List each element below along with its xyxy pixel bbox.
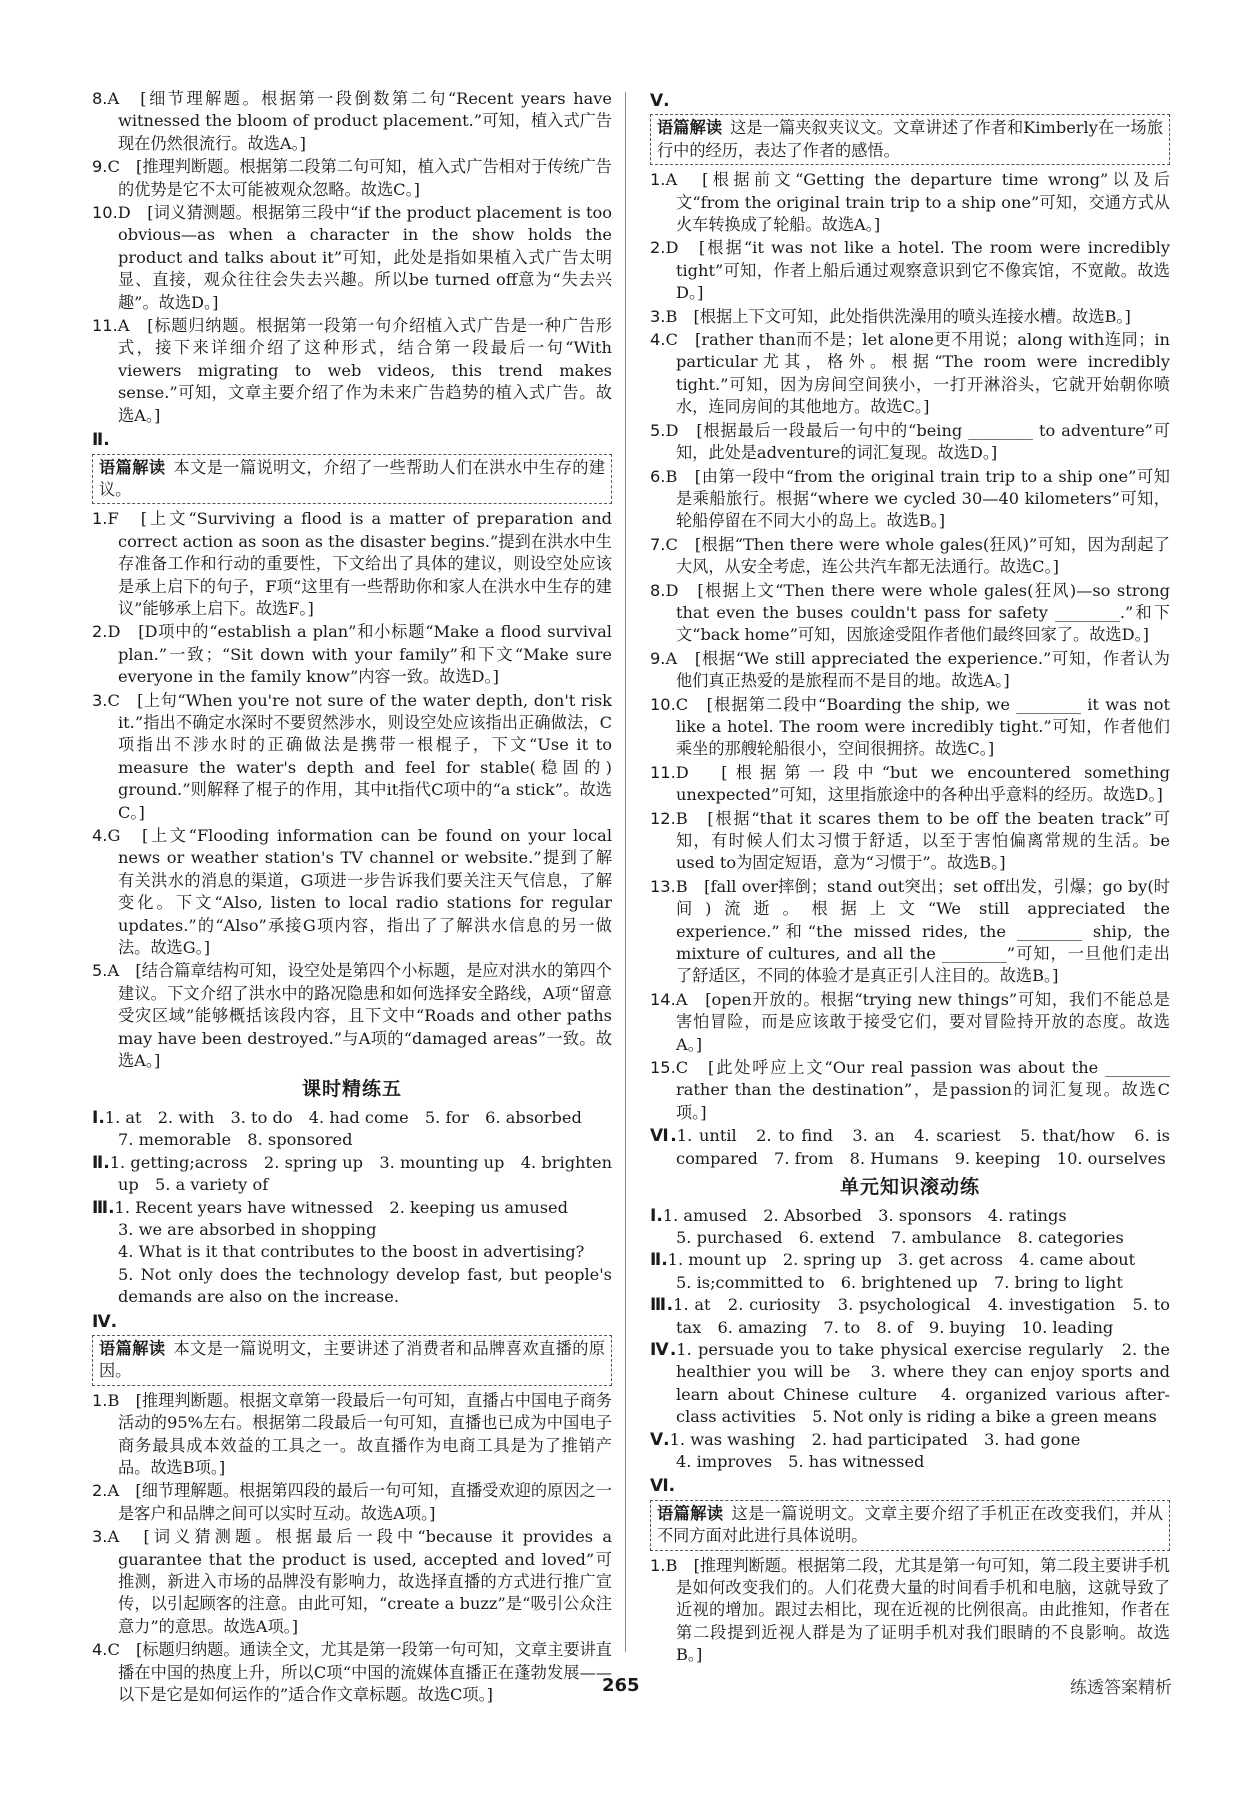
answer-line-text: 7. memorable 8. sponsored	[118, 1130, 353, 1150]
answer-number: 2.	[92, 622, 108, 642]
passage-note-box	[92, 454, 612, 505]
answer-item	[92, 1639, 612, 1706]
answer-item	[92, 621, 612, 688]
answer-text: A [词义猜测题。根据最后一段中“because it provides a guarantee that the product is used, accepted and loved”可推测，新进入市场的品牌没有影响力，故选择直播的方式进行推广宣传，以引起顾客的注意。由此可知，“create a buzz”是“吸引公众注意力”的意思。故选A项。]	[107, 1527, 612, 1636]
answer-line	[650, 1272, 1170, 1294]
answer-number: 14.	[650, 989, 676, 1009]
answer-text: A [open开放的。根据“trying new things”可知，我们不能总是害怕冒险，而是应该敢于接受它们，要对冒险持开放的态度。故选A。]	[675, 989, 1170, 1054]
passage-note-text: 本文是一篇说明文，主要讲述了消费者和品牌喜欢直播的原因。	[99, 1338, 606, 1381]
answer-text: B [根据“that it scares them to be off the beaten track”可知，有时候人们太习惯于舒适，以至于害怕偏离常规的生活。be used to为固定短语，意为“习惯于”。故选B。]	[675, 808, 1170, 873]
reading-answers-part1	[92, 88, 612, 427]
answer-line-text: 1. was washing 2. had participated 3. had gone	[669, 1429, 1081, 1449]
answer-item	[650, 466, 1170, 533]
footer-title: 练透答案精析	[1070, 1678, 1172, 1698]
answer-number: 1.	[92, 509, 108, 529]
answer-item	[92, 960, 612, 1072]
answer-line-text: 5. Not only does the technology develop fast, but people's demands are also on the increase.	[118, 1264, 612, 1307]
answer-line	[92, 1264, 612, 1309]
answer-line-text: 1. at 2. curiosity 3. psychological 4. investigation 5. to tax 6. amazing 7. to 8. of 9. buying 10. leading	[673, 1295, 1171, 1337]
answer-line	[650, 1125, 1170, 1170]
answer-text: B [根据上下文可知，此处指供洗澡用的喷头连接水槽。故选B。]	[665, 306, 1131, 326]
passage-note-label: 语篇解读	[657, 1503, 724, 1523]
answer-number: 5.	[650, 420, 666, 440]
unit-answers-2	[650, 1249, 1170, 1294]
answer-text: C [推理判断题。根据第二段第二句可知，植入式广告相对于传统广告的优势是它不太可能被观众忽略。故选C。]	[107, 157, 612, 199]
answer-item	[650, 169, 1170, 236]
answer-item	[650, 237, 1170, 304]
answer-text: A [细节理解题。根据第四段的最后一句可知，直播受欢迎的原因之一是客户和品牌之间可以实时互动。故选A项。]	[107, 1481, 612, 1523]
answer-text: G [上文“Flooding information can be found on your local news or weather station's TV channel or website.”提到了解有关洪水的消息的渠道，G项进一步告诉我们要关注天气信息，了解变化。下文“Also, listen to local radio stations for regular updates.”的“Also”承接G项内容，指出了了解洪水信息的另一做法。故选G。]	[107, 826, 612, 958]
answer-number: 15.	[650, 1058, 676, 1078]
answer-line-text: 5. is;committed to 6. brightened up 7. bring to light	[676, 1272, 1123, 1292]
passage-note-label: 语篇解读	[99, 457, 166, 477]
answer-item	[92, 825, 612, 959]
answer-item	[650, 534, 1170, 579]
answer-item	[92, 88, 612, 155]
answer-item	[650, 648, 1170, 693]
passage-note-box	[650, 1500, 1170, 1551]
answer-text: A [根据“We still appreciated the experience.”可知，作者认为他们真正热爱的是旅程而不是目的地。故选A。]	[665, 648, 1170, 691]
answer-line-text: 1. until 2. to find 3. an 4. scariest 5. that/how 6. is compared 7. from 8. Humans 9. keeping 10. ourselves	[676, 1126, 1170, 1168]
answer-number: 2.	[92, 1481, 108, 1501]
answer-item	[650, 694, 1170, 761]
answer-number: 2.	[650, 238, 666, 258]
answer-item	[650, 306, 1170, 328]
lesson-heading: 课时精练五	[301, 1078, 402, 1101]
answer-item	[92, 508, 612, 620]
section-label: Ⅴ.	[650, 91, 670, 111]
answer-number: 4.	[92, 826, 108, 845]
unit-answers-4	[650, 1339, 1170, 1429]
answer-number: 1.	[650, 170, 666, 190]
section-label: Ⅵ.	[650, 1126, 677, 1147]
answer-text: D [根据最后一段最后一句中的“being ________ to adventure”可知，此处是adventure的词汇复现。故选D。]	[665, 420, 1170, 463]
answer-text: B [推理判断题。根据文章第一段最后一句可知，直播占中国电子商务活动的95%左右。根据第二段最后一句可知，直播也已成为中国电子商务最具成本效益的工具之一。故直播作为电商工具是为了推销产品。故选B项。]	[107, 1390, 612, 1477]
section-label: Ⅱ.	[650, 1250, 668, 1271]
answer-number: 8.	[92, 89, 108, 108]
answer-text: C [根据“Then there were whole gales(狂风)”可知，因为刮起了大风，从安全考虑，连公共汽车都无法通行。故选C。]	[665, 534, 1170, 577]
answer-item	[650, 1057, 1170, 1124]
answer-number: 9.	[92, 157, 108, 177]
answer-item	[92, 1526, 612, 1638]
answer-line-text: 1. getting;across 2. spring up 3. mounting up 4. brighten up 5. a variety of	[109, 1152, 612, 1195]
answer-line-text: 3. we are absorbed in shopping	[118, 1219, 377, 1239]
answer-number: 6.	[650, 466, 666, 486]
short-answers-1	[92, 1107, 612, 1152]
unit-heading: 单元知识滚动练	[839, 1176, 980, 1199]
answer-line-text: 4. improves 5. has witnessed	[676, 1451, 925, 1471]
answer-number: 4.	[650, 330, 666, 350]
answer-text: D [词义猜测题。根据第三段中“if the product placement is too obvious—as when a character in the show holds the product and talks about it”可知，此处是指如果植入式广告太明显、直接，观众往往会失去兴趣。所以be turned off意为“失去兴趣”。故选D。]	[117, 203, 612, 312]
section-label: Ⅳ.	[650, 1339, 677, 1360]
answer-line-text: 1. amused 2. Absorbed 3. sponsors 4. ratings	[662, 1205, 1067, 1225]
answer-item	[92, 202, 612, 314]
answer-line	[650, 1451, 1170, 1473]
answer-line-text: 4. What is it that contributes to the boost in advertising?	[118, 1242, 585, 1262]
short-answers-3	[92, 1197, 612, 1309]
section-label: Ⅲ.	[650, 1295, 674, 1316]
answer-item	[650, 808, 1170, 875]
answer-line-text: 5. purchased 6. extend 7. ambulance 8. categories	[676, 1227, 1124, 1247]
answer-text: B [推理判断题。根据第二段，尤其是第一句可知，第二段主要讲手机是如何改变我们的。人们花费大量的时间看手机和电脑，这就导致了近视的增加。跟过去相比，现在近视的比例很高。由此推知，作者在第二段提到近视人群是为了证明手机对我们眼睛的不良影响。故选B。]	[665, 1555, 1170, 1665]
answer-line	[650, 1294, 1170, 1339]
answer-line	[650, 1429, 1170, 1451]
unit-answers-1	[650, 1205, 1170, 1250]
section-items	[650, 169, 1170, 1124]
passage-note-label: 语篇解读	[99, 1338, 166, 1358]
answer-number: 1.	[650, 1555, 666, 1575]
answer-number: 10.	[650, 694, 676, 714]
answer-item	[92, 1390, 612, 1480]
answer-item	[650, 762, 1170, 807]
answer-text: A [标题归纳题。根据第一段第一句介绍植入式广告是一种广告形式，接下来详细介绍了这种形式，结合第一段最后一句“With viewers migrating to web videos, this trend makes sense.”可知，文章主要介绍了作为未来广告趋势的植入式广告。故选A。]	[117, 316, 612, 425]
short-answers-2	[92, 1152, 612, 1197]
answer-text: B [fall over摔倒；stand out突出；set off出发，引爆；go by(时间)流逝。根据上文“We still appreciated the experience.”和“the missed rides, the ________ ship, the mixture of cultures, and all the ________”可知，一旦他们走出了舒适区，不同的体验才是真正引人注目的。故选B。]	[675, 876, 1170, 986]
answer-item	[650, 1555, 1170, 1667]
page-number: 265	[602, 1675, 640, 1696]
answer-number: 13.	[650, 876, 676, 896]
answer-number: 3.	[650, 306, 666, 326]
answer-text: A [细节理解题。根据第一段倒数第二句“Recent years have witnessed the bloom of product placement.”可知，植入式广告现在仍然很流行。故选A。]	[107, 89, 612, 153]
answer-text: F [上文“Surviving a flood is a matter of preparation and correct action as soon as the disaster begins.”提到在洪水中生存准备工作和行动的重要性，下文给出了具体的建议，则设空处应该是承上启下的句子，F项“这里有一些帮助你和家人在洪水中生存的建议”能够承上启下。故选F。]	[107, 509, 612, 618]
passage-note-text: 这是一篇说明文。文章主要介绍了手机正在改变我们，并从不同方面对此进行具体说明。	[657, 1503, 1164, 1546]
section-label: Ⅱ.	[92, 1152, 110, 1173]
answer-text: C [此处呼应上文“Our real passion was about the ________ rather than the destination”，是passion的词汇复现。故选C项。]	[675, 1058, 1170, 1122]
answer-text: D [D项中的“establish a plan”和小标题“Make a flood survival plan.”一致；“Sit down with your family”和下文“Make sure everyone in the family know”内容一致。故选D。]	[107, 622, 612, 687]
answer-text: A [结合篇章结构可知，设空处是第四个小标题，是应对洪水的第四个建议。下文介绍了洪水中的路况隐患和如何选择安全路线，A项“留意受灾区域”能够概括该段内容，且下文中“Roads and other paths may have been destroyed.”与A项的“damaged areas”一致。故选A。]	[107, 961, 612, 1071]
answer-number: 9.	[650, 648, 666, 668]
passage-note-label: 语篇解读	[657, 118, 723, 138]
answer-line	[92, 1241, 612, 1263]
answer-item	[650, 580, 1170, 647]
passage-note-text: 这是一篇夹叙夹议文。文章讲述了作者和Kimberly在一场旅行中的经历，表达了作者的感悟。	[657, 118, 1164, 160]
answer-text: C [rather than而不是；let alone更不用说；along with连同；in particular尤其，格外。根据“The room were incredibly tight.”可知，因为房间空间狭小，一打开淋浴头，它就开始朝你喷水，连同房间的其他地方。故选C。]	[665, 330, 1170, 417]
section-items	[92, 508, 612, 1072]
answer-line	[92, 1129, 612, 1151]
answer-line	[92, 1107, 612, 1129]
section-label: Ⅴ.	[650, 1429, 670, 1450]
section-label: Ⅲ.	[92, 1197, 115, 1218]
column-divider	[625, 92, 626, 1652]
section-label: Ⅱ.	[92, 430, 110, 451]
answer-line-text: 1. at 2. with 3. to do 4. had come 5. for 6. absorbed	[104, 1107, 582, 1127]
answer-text: C [标题归纳题。通读全文，尤其是第一段第一句可知，文章主要讲直播在中国的热度上升，所以C项“中国的流媒体直播正在蓬勃发展——以下是它是如何运作的”适合作文章标题。故选C项。]	[107, 1640, 612, 1705]
answer-item	[92, 315, 612, 427]
passage-note-box	[650, 114, 1170, 165]
section-label: Ⅵ.	[650, 1476, 676, 1497]
passage-note-text: 本文是一篇说明文，介绍了一些帮助人们在洪水中生存的建议。	[99, 457, 606, 499]
answer-text: C [上句“When you're not sure of the water depth, don't risk it.”指出不确定水深时不要贸然涉水，则设空处应该指出正确做法，C项指出不涉水时的正确做法是携带一根棍子，下文“Use it to measure the water's depth and feel for stable(稳固的) ground.”则解释了棍子的作用，其中it指代C项中的“a stick”。故选C。]	[107, 690, 612, 822]
answer-item	[650, 876, 1170, 988]
answer-text: D [根据“it was not like a hotel. The room were incredibly tight”可知，作者上船后通过观察意识到它不像宾馆，不宽敞。故选D。]	[665, 238, 1170, 303]
answer-item	[92, 1480, 612, 1525]
answer-line-text: 1. mount up 2. spring up 3. get across 4. came about	[667, 1250, 1136, 1270]
answer-line	[92, 1219, 612, 1241]
answer-item	[650, 329, 1170, 419]
unit-answers-3	[650, 1294, 1170, 1339]
left-column	[92, 88, 612, 1707]
answer-number: 8.	[650, 580, 666, 600]
section-label: Ⅰ.	[92, 1107, 105, 1128]
section-items	[650, 1555, 1170, 1667]
answer-line	[650, 1249, 1170, 1271]
answer-number: 11.	[92, 316, 118, 336]
answer-text: B [由第一段中“from the original train trip to a ship one”可知是乘船旅行。根据“where we cycled 30—40 kilometers”可知，轮船停留在不同大小的岛上。故选B。]	[665, 466, 1170, 531]
answer-number: 1.	[92, 1390, 108, 1410]
answer-number: 7.	[650, 534, 666, 554]
answer-item	[92, 156, 612, 201]
answer-number: 4.	[92, 1640, 108, 1660]
answer-line	[650, 1205, 1170, 1227]
right-column	[650, 88, 1170, 1668]
unit-answers-5	[650, 1429, 1170, 1474]
answer-number: 3.	[92, 1527, 108, 1547]
answer-number: 10.	[92, 203, 118, 223]
answer-line	[92, 1152, 612, 1197]
section-label: Ⅰ.	[650, 1205, 663, 1226]
answer-text: A [根据前文“Getting the departure time wrong”以及后文“from the original train trip to a ship one”可知，交通方式从火车转换成了轮船。故选A。]	[665, 170, 1170, 235]
answer-text: D [根据上文“Then there were whole gales(狂风)—so strong that even the buses couldn't pass for safety ________.”和下文“back home”可知，因旅途受阻作者他们最终回家了。故选D。]	[665, 580, 1170, 645]
answer-item	[92, 690, 612, 824]
answer-line	[92, 1197, 612, 1219]
answer-number: 12.	[650, 808, 676, 828]
answer-line	[650, 1339, 1170, 1429]
answer-number: 3.	[92, 690, 108, 710]
answer-number: 11.	[650, 762, 676, 782]
answer-line-text: 1. Recent years have witnessed 2. keeping us amused	[114, 1197, 568, 1217]
section-label: Ⅳ.	[92, 1311, 118, 1332]
answer-line	[650, 1227, 1170, 1249]
answer-item	[650, 989, 1170, 1056]
short-answers-6	[650, 1125, 1170, 1170]
section-items	[92, 1390, 612, 1707]
answer-text: D [根据第一段中“but we encountered something unexpected”可知，这里指旅途中的各种出乎意料的经历。故选D。]	[675, 762, 1170, 805]
answer-text: C [根据第二段中“Boarding the ship, we ________ it was not like a hotel. The room were incredibly tight.”可知，作者他们乘坐的那艘轮船很小，空间很拥挤。故选C。]	[675, 694, 1170, 759]
answer-number: 5.	[92, 961, 108, 981]
passage-note-box	[92, 1335, 612, 1386]
answer-item	[650, 420, 1170, 465]
answer-line-text: 1. persuade you to take physical exercise regularly 2. the healthier you will be 3. where they can enjoy sports and learn about Chinese culture 4. organized various after-class activities 5. Not only is riding a bike a green means	[676, 1339, 1170, 1427]
